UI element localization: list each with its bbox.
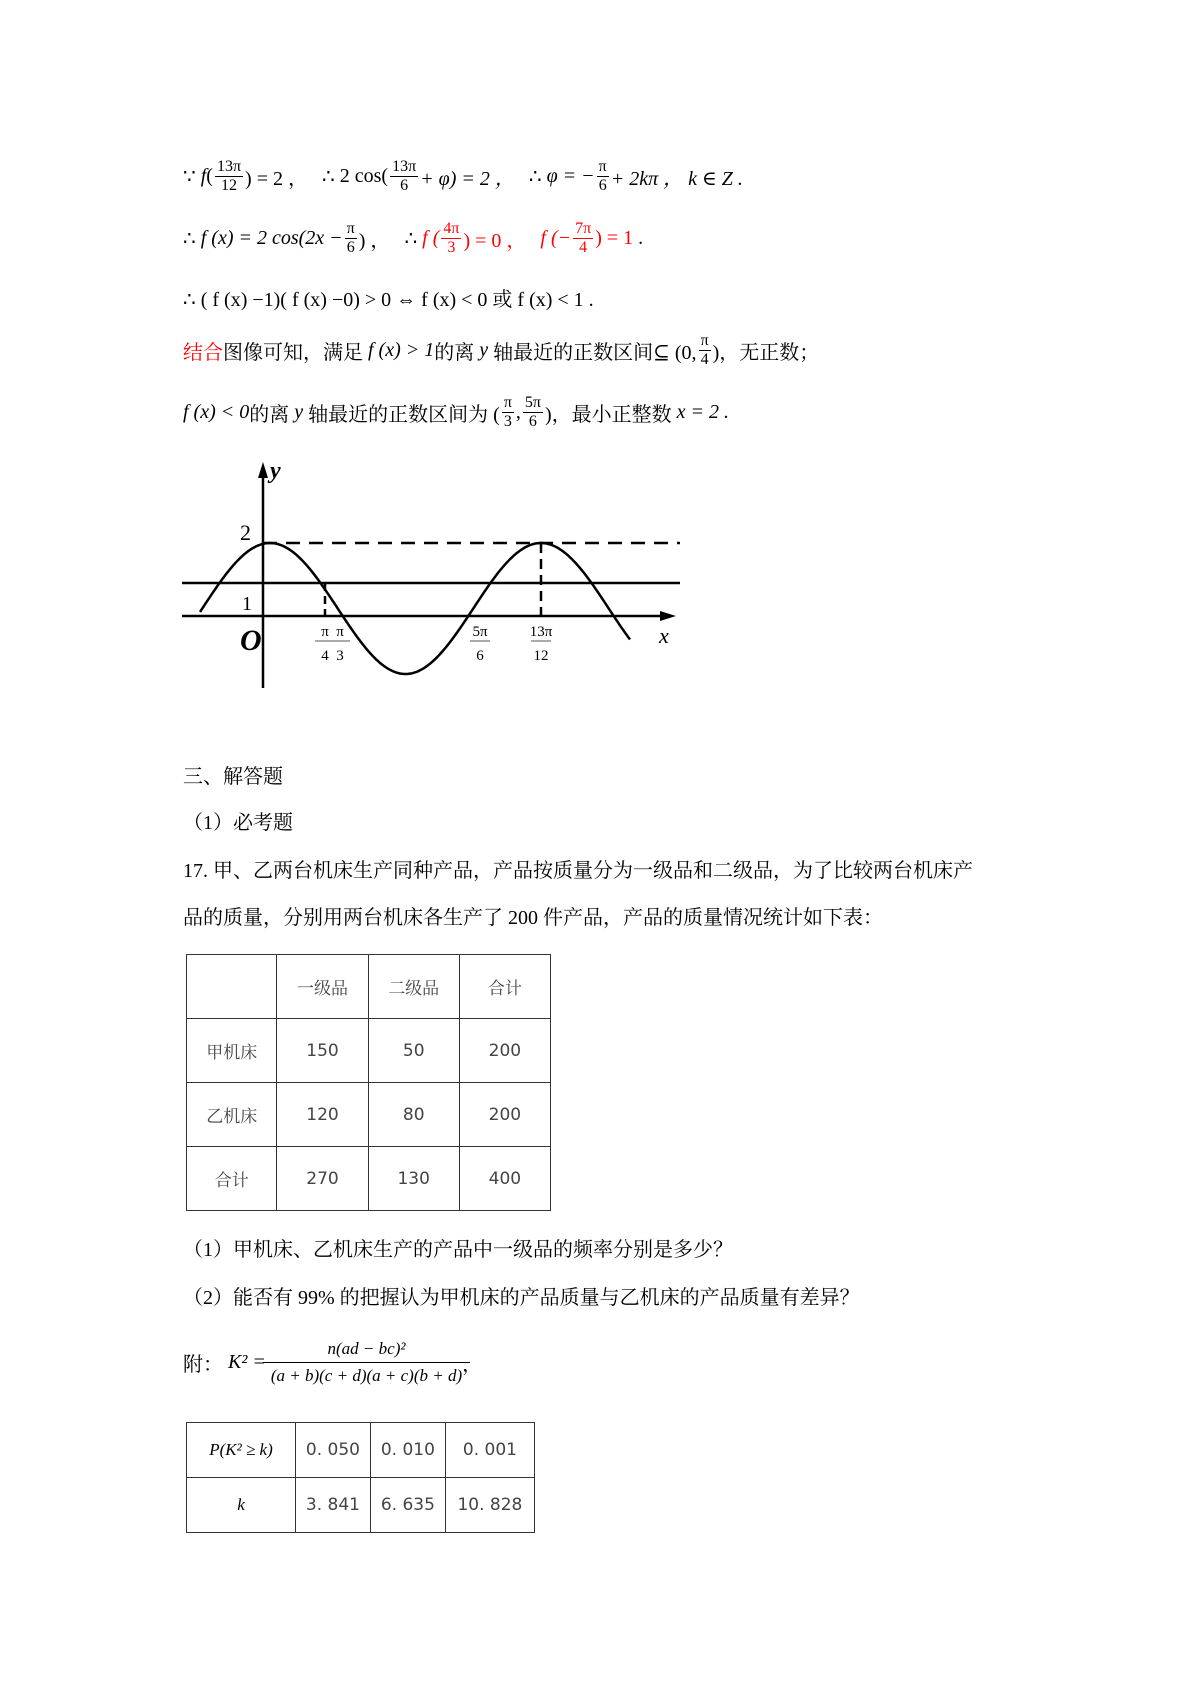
cosine-graph	[0, 0, 1200, 720]
text: 的离	[434, 342, 475, 365]
table-row	[187, 1423, 535, 1478]
table-cell: 10. 828	[445, 1478, 534, 1533]
table-cell: 130	[368, 1147, 459, 1211]
therefore-symbol: ∴	[183, 228, 196, 251]
x-tick-numerator: π	[336, 624, 344, 640]
fraction: $\frac{7\pi}{4}$	[575, 220, 592, 257]
text: 轴最近的正数区间为 (	[308, 404, 500, 427]
table-cell: k	[187, 1478, 296, 1533]
question-17-line-1: 17. 甲、乙两台机床生产同种产品，产品按质量分为一级品和二级品，为了比较两台机床产	[183, 860, 973, 882]
math: ∴ ( f (x) −1)( f (x) −0) > 0 ⇔ f (x) < 0 或 f (x) < 1 .	[183, 289, 594, 311]
table-cell: 一级品	[277, 955, 368, 1019]
math: f	[200, 165, 207, 188]
x-tick-denominator: 4	[321, 648, 329, 664]
therefore-symbol: ∴	[404, 228, 418, 251]
table-cell: 合计	[187, 1147, 277, 1211]
math: φ = −	[546, 165, 595, 188]
table-cell: 0. 010	[370, 1423, 445, 1478]
table-cell: P(K² ≥ k)	[187, 1423, 296, 1478]
y-tick-1: 1	[242, 593, 252, 615]
table-cell: 合计	[459, 955, 550, 1019]
y-axis-label: y	[270, 458, 281, 484]
table-cell: 120	[277, 1083, 368, 1147]
x-tick-numerator: 5π	[472, 624, 488, 640]
x-tick-numerator: π	[321, 624, 329, 640]
table-cell: 270	[277, 1147, 368, 1211]
math: f (x) < 0	[183, 401, 250, 424]
math: x = 2 .	[676, 401, 730, 424]
table-cell: 3. 841	[296, 1478, 371, 1533]
x-tick-denominator: 12	[533, 648, 549, 664]
text: ，	[462, 1353, 483, 1376]
x-tick-denominator: 6	[476, 648, 484, 664]
math-red: f (	[422, 227, 440, 250]
table-cell: 0. 001	[445, 1423, 534, 1478]
table-row	[187, 1147, 551, 1211]
fraction: $\frac{\pi}{6}$	[346, 220, 355, 257]
therefore-symbol: ∴	[322, 166, 335, 189]
fraction: $\frac{\pi}{6}$	[598, 158, 607, 195]
x-axis-label: x	[659, 623, 669, 648]
math-red: ) = 1	[595, 227, 634, 250]
table-cell: 80	[368, 1083, 459, 1147]
text: )，无正数；	[712, 342, 820, 365]
fraction: $\frac{\pi}{4}$	[700, 332, 709, 369]
table-cell: 200	[459, 1019, 550, 1083]
therefore-symbol: ∴	[528, 166, 542, 189]
table-cell: 乙机床	[187, 1083, 277, 1147]
math: ) = 2 ，	[245, 168, 308, 191]
formula-k-squared	[183, 1336, 482, 1388]
text: 的离	[249, 404, 290, 427]
math: f (x) > 1	[368, 339, 435, 362]
table-cell: 0. 050	[296, 1423, 371, 1478]
because-symbol: ∵	[183, 166, 196, 189]
math: 2 cos(	[339, 165, 389, 188]
math: ) ，	[358, 230, 391, 253]
table-row	[187, 1478, 535, 1533]
fraction: $\frac{4\pi}{3}$	[443, 220, 460, 257]
table-cell: 200	[459, 1083, 550, 1147]
table-cell: 400	[459, 1147, 550, 1211]
table-cell: 6. 635	[370, 1478, 445, 1533]
y-tick-2: 2	[240, 520, 251, 545]
math-red: f (−	[540, 227, 572, 250]
math: K² =	[228, 1350, 266, 1373]
critical-value-table	[186, 1422, 535, 1533]
fraction: $\frac{\text{n(ad − bc)²}}{(a + b)(c + d)(a + c)(b + d)}$	[271, 1336, 462, 1388]
solution-line-5: f (x) < 0 的离 y 轴最近的正数区间为 ( $\frac{\pi}{3}$ , $\frac{5\pi}{6}$ )，最小正整数 x = 2 .	[183, 394, 730, 431]
sub-question-1: （1）甲机床、乙机床生产的产品中一级品的频率分别是多少？	[183, 1239, 733, 1261]
table-cell	[187, 955, 277, 1019]
fraction: $\frac{5\pi}{6}$	[524, 394, 541, 431]
sub-question-2: （2）能否有 99% 的把握认为甲机床的产品质量与乙机床的产品质量有差异？	[183, 1287, 860, 1309]
text: 轴最近的正数区间⊆ (0,	[493, 342, 697, 365]
question-17-line-2: 品的质量，分别用两台机床各生产了 200 件产品，产品的质量情况统计如下表：	[183, 907, 883, 929]
section-subtitle: （1）必考题	[183, 812, 293, 834]
x-tick-denominator: 3	[336, 648, 344, 664]
math: + φ) = 2 ，	[420, 168, 515, 191]
math: y	[479, 339, 489, 362]
table-row	[187, 1083, 551, 1147]
section-title: 三、解答题	[183, 766, 283, 788]
math-red: ) = 0 ，	[463, 230, 527, 253]
table-cell: 甲机床	[187, 1019, 277, 1083]
x-tick-numerator: 13π	[529, 624, 553, 640]
text: 附：	[183, 1353, 223, 1376]
solution-line-1: ∵ f ( $\frac{13\pi}{12}$ ) = 2 ， ∴ 2 cos( $\frac{13\pi}{6}$ + φ) = 2 ， ∴ φ = − $\frac{\pi}{6}$ + 2kπ ， k ∈ Z .	[183, 158, 743, 195]
fraction: $\frac{\pi}{3}$	[503, 394, 512, 431]
fraction: $\frac{13\pi}{12}$	[216, 158, 242, 195]
text: 图像可知，满足	[223, 342, 363, 365]
origin-label: O	[240, 624, 262, 657]
table-cell: 50	[368, 1019, 459, 1083]
period: .	[638, 227, 644, 250]
highlight-text: 结合	[183, 342, 223, 365]
table-header-row	[187, 955, 551, 1019]
math: + 2kπ ， k ∈ Z .	[610, 168, 743, 191]
quality-table	[186, 954, 551, 1211]
text: )，最小正整数	[544, 404, 672, 427]
math: y	[294, 401, 304, 424]
math: f (x) = 2 cos(2x −	[200, 227, 343, 250]
table-cell: 150	[277, 1019, 368, 1083]
y-axis-arrow-icon	[258, 462, 268, 478]
table-cell: 二级品	[368, 955, 459, 1019]
fraction: $\frac{13\pi}{6}$	[392, 158, 417, 195]
cosine-curve	[200, 543, 630, 674]
table-row	[187, 1019, 551, 1083]
x-axis-arrow-icon	[660, 611, 676, 621]
